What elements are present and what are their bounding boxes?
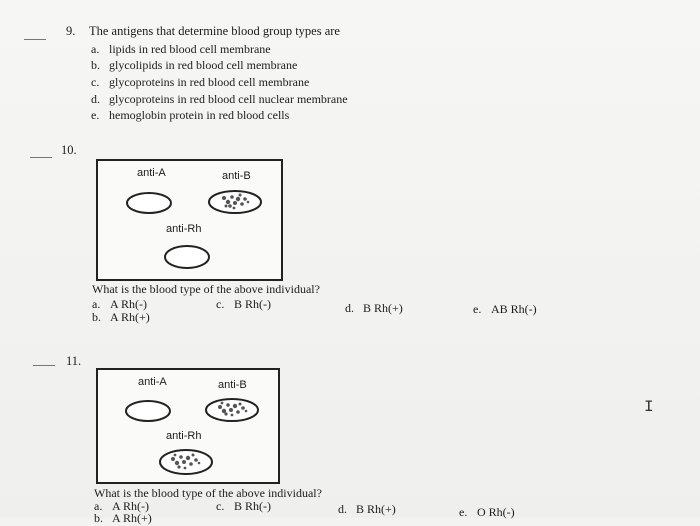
option-text: A Rh(+) [110,310,150,324]
anti-a-well-clear [124,190,174,216]
option-d[interactable] [345,301,403,316]
question-number: 11. [66,354,82,368]
option-text: A Rh(-) [110,297,147,311]
option-letter: b. [92,310,101,324]
anti-b-label: anti-B [222,170,251,182]
option-text: hemoglobin protein in red blood cells [109,108,290,122]
anti-rh-label: anti-Rh [166,430,202,442]
answer-blank-q9[interactable] [24,39,46,40]
option-text: glycoproteins in red blood cell membrane [109,75,310,89]
option-text: B Rh(-) [234,499,271,513]
option-text: B Rh(+) [356,502,396,516]
option-text: glycolipids in red blood cell membrane [109,58,298,72]
text-cursor-icon: I [644,398,654,416]
anti-rh-well-agglutinated [156,447,216,477]
question-text: What is the blood type of the above individual? [92,282,320,296]
option-letter: a. [94,499,103,513]
option-letter: c. [216,297,225,311]
option-letter: a. [91,42,100,56]
option-text: A Rh(-) [112,499,149,513]
option-letter: d. [338,502,347,516]
question-stem: The antigens that determine blood group types are [89,24,340,38]
option-text: AB Rh(-) [491,302,537,316]
option-b[interactable] [94,511,152,526]
option-letter: a. [92,297,101,311]
option-text: B Rh(-) [234,297,271,311]
option-text: lipids in red blood cell membrane [109,42,271,56]
option-d[interactable] [338,502,396,517]
option-b[interactable] [91,58,297,73]
option-letter: b. [91,58,100,72]
option-letter: d. [91,92,100,106]
option-letter: c. [216,499,225,513]
question-number: 9. [66,24,76,38]
option-text: A Rh(+) [112,511,152,525]
anti-a-label: anti-A [138,376,167,388]
option-e[interactable] [473,302,537,317]
question-text: What is the blood type of the above individual? [94,486,322,500]
option-c[interactable] [216,499,271,514]
option-letter: b. [94,511,103,525]
answer-blank-q11[interactable] [33,365,55,366]
option-text: O Rh(-) [477,505,515,519]
question-number: 10. [61,143,77,157]
test-card-q10 [96,159,283,281]
anti-b-well-agglutinated [205,188,265,216]
anti-a-well-clear [123,398,173,424]
anti-b-well-agglutinated [202,396,262,424]
option-letter: e. [91,108,100,122]
anti-b-label: anti-B [218,379,247,391]
option-letter: c. [91,75,100,89]
option-d[interactable] [91,92,348,107]
option-text: B Rh(+) [363,301,403,315]
answer-blank-q10[interactable] [30,157,52,158]
option-letter: e. [459,505,468,519]
option-c[interactable] [216,297,271,312]
test-card-q11 [96,368,280,484]
option-letter: e. [473,302,482,316]
option-letter: d. [345,301,354,315]
anti-rh-label: anti-Rh [166,223,202,235]
anti-a-label: anti-A [137,167,166,179]
option-a[interactable] [91,42,271,57]
option-c[interactable] [91,75,309,90]
option-b[interactable] [92,310,150,325]
option-e[interactable] [91,108,289,123]
option-text: glycoproteins in red blood cell nuclear membrane [109,92,348,106]
anti-rh-well-clear [162,243,212,271]
